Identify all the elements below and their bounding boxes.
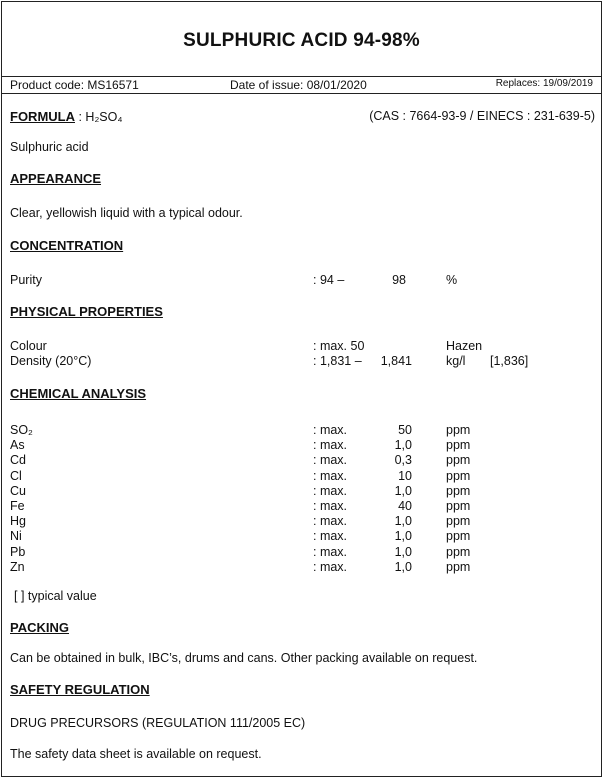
colour-label: Colour	[10, 339, 47, 353]
element-name: Cu	[10, 483, 26, 498]
product-code: Product code: MS16571	[10, 78, 139, 92]
limit-value: 1,0	[394, 438, 412, 453]
purity-unit: %	[446, 273, 458, 287]
density-label: Density (20°C)	[10, 354, 92, 368]
purity-min: : 94 –	[313, 273, 345, 287]
table-row	[10, 545, 600, 560]
table-row	[10, 469, 600, 484]
colour-value: : max. 50	[313, 339, 365, 353]
formula-heading: FORMULA	[10, 109, 75, 124]
purity-label: Purity	[10, 273, 42, 287]
limit-unit: ppm	[446, 544, 471, 559]
element-name: Cl	[10, 468, 22, 483]
replaces-date: Replaces: 19/09/2019	[495, 78, 593, 89]
physical-heading: PHYSICAL PROPERTIES	[10, 304, 163, 319]
table-row	[10, 529, 600, 544]
limit-prefix: : max.	[313, 559, 348, 574]
density-typical: [1,836]	[490, 354, 529, 368]
element-name: Zn	[10, 559, 25, 574]
formula-value: : H₂SO₄	[78, 110, 123, 124]
element-name: Cd	[10, 453, 26, 468]
table-row	[10, 453, 600, 468]
purity-max: 98	[392, 273, 406, 287]
purity-row	[10, 273, 600, 288]
appearance-text: Clear, yellowish liquid with a typical odour.	[10, 206, 243, 220]
safety-text: DRUG PRECURSORS (REGULATION 111/2005 EC)	[10, 716, 306, 730]
limit-prefix: : max.	[313, 453, 348, 468]
colour-row	[10, 339, 600, 354]
element-name: Pb	[10, 544, 26, 559]
table-row	[10, 484, 600, 499]
limit-prefix: : max.	[313, 468, 348, 483]
limit-unit: ppm	[446, 423, 471, 437]
chemical-heading: CHEMICAL ANALYSIS	[10, 386, 147, 401]
limit-unit: ppm	[446, 514, 471, 529]
limit-prefix: : max.	[313, 499, 348, 513]
table-row	[10, 423, 600, 438]
limit-value: 50	[398, 423, 412, 437]
limit-unit: ppm	[446, 529, 471, 544]
limit-value: 1,0	[394, 529, 412, 544]
element-name: Hg	[10, 514, 26, 529]
limit-value: 10	[398, 468, 412, 483]
formula-line	[10, 109, 122, 124]
limit-unit: ppm	[446, 438, 471, 453]
limit-unit: ppm	[446, 468, 471, 483]
density-min: : 1,831 –	[313, 354, 362, 368]
density-unit: kg/l	[446, 354, 466, 368]
limit-prefix: : max.	[313, 423, 348, 437]
packing-text: Can be obtained in bulk, IBC’s, drums and cans. Other packing available on request.	[10, 651, 478, 665]
document-title: SULPHURIC ACID 94-98%	[183, 30, 420, 51]
limit-prefix: : max.	[313, 514, 348, 529]
concentration-heading: CONCENTRATION	[10, 238, 124, 253]
limit-prefix: : max.	[313, 544, 348, 559]
table-row	[10, 438, 600, 453]
limit-value: 1,0	[394, 544, 412, 559]
colour-unit: Hazen	[446, 339, 483, 353]
limit-unit: ppm	[446, 559, 471, 574]
packing-heading: PACKING	[10, 620, 69, 635]
cas-number: (CAS : 7664-93-9 / EINECS : 231-639-5)	[369, 109, 595, 123]
limit-unit: ppm	[446, 499, 471, 513]
sds-note: The safety data sheet is available on request.	[10, 747, 262, 761]
table-row	[10, 514, 600, 529]
limit-prefix: : max.	[313, 438, 348, 453]
meta-bar	[2, 76, 601, 94]
formula-name: Sulphuric acid	[10, 140, 89, 154]
limit-unit: ppm	[446, 483, 471, 498]
limit-value: 0,3	[394, 453, 412, 468]
limit-unit: ppm	[446, 453, 471, 468]
density-max: 1,841	[380, 354, 412, 368]
limit-value: 1,0	[394, 559, 412, 574]
limit-value: 40	[398, 499, 412, 513]
limit-value: 1,0	[394, 483, 412, 498]
date-of-issue: Date of issue: 08/01/2020	[230, 78, 367, 92]
element-name: As	[10, 438, 25, 453]
appearance-heading: APPEARANCE	[10, 171, 102, 186]
element-name: SO₂	[10, 423, 33, 437]
element-name: Fe	[10, 499, 25, 513]
table-row	[10, 560, 600, 575]
table-row	[10, 499, 600, 514]
limit-value: 1,0	[394, 514, 412, 529]
product-sheet	[1, 1, 602, 777]
safety-heading: SAFETY REGULATION	[10, 682, 150, 697]
density-row	[10, 354, 600, 369]
limit-prefix: : max.	[313, 529, 348, 544]
typical-value-note: [ ] typical value	[14, 589, 97, 603]
element-name: Ni	[10, 529, 22, 544]
limit-prefix: : max.	[313, 483, 348, 498]
